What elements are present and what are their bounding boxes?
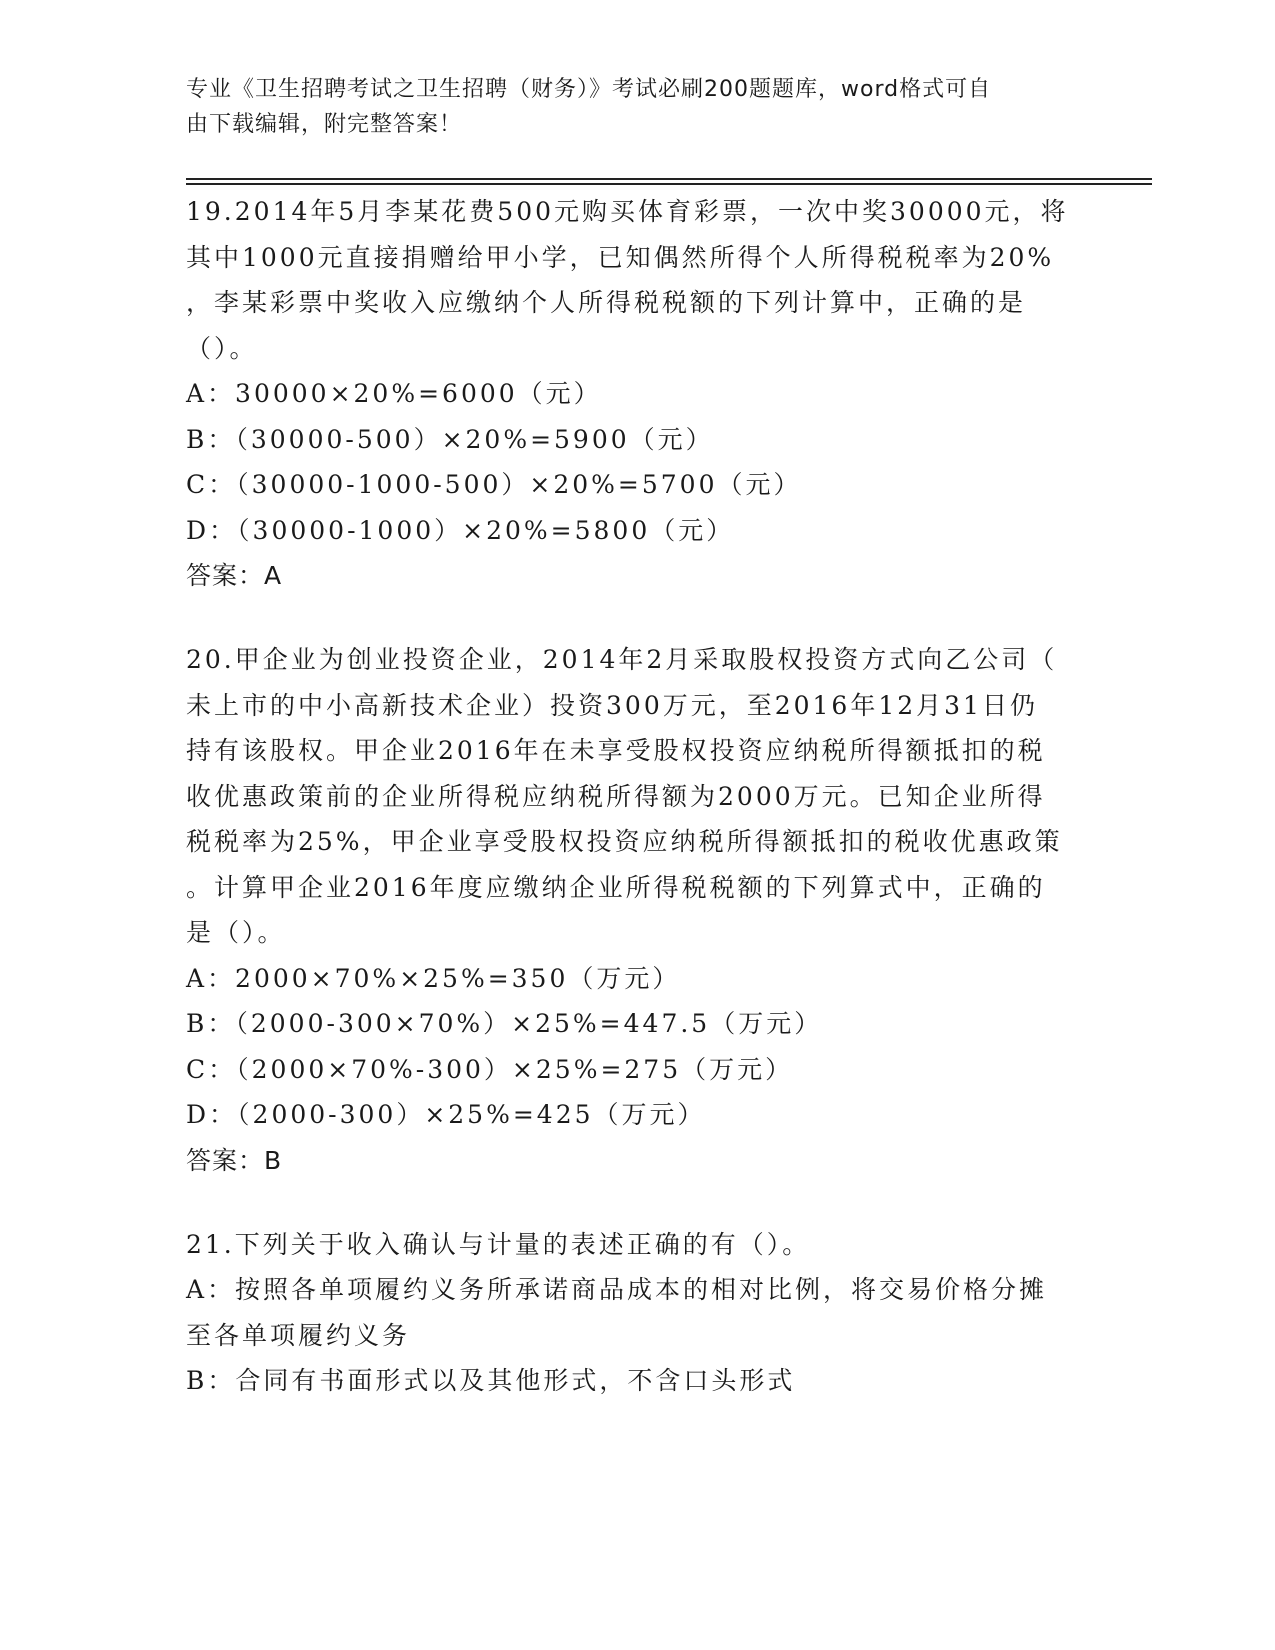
question-list bbox=[186, 189, 1086, 1442]
option-c: C：（30000-1000-500）×20%=5700（元） bbox=[186, 470, 802, 499]
question-19 bbox=[186, 189, 1086, 599]
question-text-line: 其中1000元直接捐赠给甲小学，已知偶然所得个人所得税税率为20% bbox=[186, 242, 1055, 272]
answer-label: 答案：B bbox=[186, 1145, 283, 1175]
answer-label: 答案：A bbox=[186, 561, 283, 590]
question-text-line: ，李某彩票中奖收入应缴纳个人所得税税额的下列计算中，正确的是 bbox=[186, 288, 1027, 317]
header-divider-top bbox=[186, 178, 1152, 180]
option-b: B：合同有书面形式以及其他形式，不含口头形式 bbox=[186, 1366, 796, 1395]
question-text-line: 20.甲企业为创业投资企业，2014年2月采取股权投资方式向乙公司（ bbox=[186, 645, 1058, 674]
question-text-line: 19.2014年5月李某花费500元购买体育彩票，一次中奖30000元，将 bbox=[186, 197, 1069, 226]
option-a: A：按照各单项履约义务所承诺商品成本的相对比例，将交易价格分摊 bbox=[186, 1275, 1048, 1304]
header-line-1: 专业《卫生招聘考试之卫生招聘（财务）》考试必刷200题题库，word格式可自 bbox=[186, 77, 992, 102]
header-line-2: 由下载编辑，附完整答案！ bbox=[186, 112, 463, 137]
option-b: B：（2000-300×70%）×25%=447.5（万元） bbox=[186, 1009, 823, 1038]
page-header bbox=[186, 72, 1066, 142]
option-b: B：（30000-500）×20%=5900（元） bbox=[186, 424, 714, 454]
option-c: C：（2000×70%-300）×25%=275（万元） bbox=[186, 1054, 794, 1084]
question-text-line: 收优惠政策前的企业所得税应纳税所得额为2000万元。已知企业所得 bbox=[186, 781, 1046, 811]
question-text-line: 21.下列关于收入确认与计量的表述正确的有（）。 bbox=[186, 1229, 811, 1259]
option-a: A：2000×70%×25%=350（万元） bbox=[186, 963, 681, 993]
question-text-line: 未上市的中小高新技术企业）投资300万元，至2016年12月31日仍 bbox=[186, 690, 1038, 720]
option-a-continued: 至各单项履约义务 bbox=[186, 1320, 411, 1350]
question-21 bbox=[186, 1222, 1086, 1404]
question-text-line: 是（）。 bbox=[186, 918, 286, 947]
option-d: D：（2000-300）×25%=425（万元） bbox=[186, 1100, 706, 1129]
question-20 bbox=[186, 637, 1086, 1184]
option-a: A：30000×20%=6000（元） bbox=[186, 379, 602, 408]
header-divider-bottom bbox=[186, 183, 1152, 185]
question-text-line: 税税率为25%，甲企业享受股权投资应纳税所得额抵扣的税收优惠政策 bbox=[186, 827, 1063, 856]
question-text-line: 。计算甲企业2016年度应缴纳企业所得税税额的下列算式中，正确的 bbox=[186, 872, 1046, 902]
option-d: D：（30000-1000）×20%=5800（元） bbox=[186, 515, 735, 545]
question-text-line: 持有该股权。甲企业2016年在未享受股权投资应纳税所得额抵扣的税 bbox=[186, 736, 1046, 765]
question-text-line: （）。 bbox=[186, 333, 258, 363]
